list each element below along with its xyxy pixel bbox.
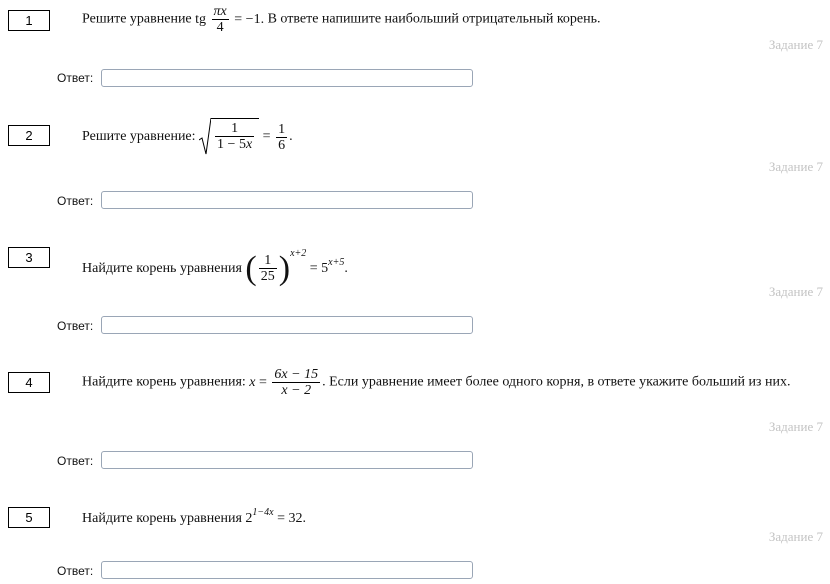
formula <box>245 507 306 526</box>
formula <box>249 367 322 398</box>
answer-label: Ответ: <box>57 564 94 578</box>
formula-fraction <box>272 367 320 398</box>
formula-rhs: = 32. <box>273 511 306 526</box>
answer-input[interactable] <box>101 191 473 209</box>
answer-input[interactable] <box>101 561 473 579</box>
fraction-numerator: 1 <box>231 121 239 136</box>
formula-eq: = <box>255 374 271 390</box>
task-label: Задание 7 <box>768 159 823 174</box>
statement-text: Найдите корень уравнения <box>82 511 246 526</box>
fraction-numerator: πx <box>213 4 227 19</box>
formula: $\frac{1}{1 - 5x}$ = $\frac{1}{6}$ . <box>199 129 293 144</box>
exponent: 1−4x <box>252 507 274 518</box>
answer-label: Ответ: <box>57 194 94 208</box>
task-statement <box>82 118 826 156</box>
statement-text: В ответе напишите наибольший отрицательный корень. <box>264 11 601 27</box>
answer-input[interactable] <box>101 316 473 334</box>
left-paren: ( <box>245 249 257 287</box>
root-fraction <box>215 121 254 152</box>
task-number-box: 2 <box>8 125 50 146</box>
formula-func: tg <box>195 11 207 27</box>
right-paren: ) <box>278 249 291 287</box>
task-statement <box>58 367 826 398</box>
answer-input[interactable] <box>101 451 473 469</box>
statement-text: Решите уравнение: <box>82 129 200 145</box>
task-statement <box>82 504 826 528</box>
task-number-box: 4 <box>8 372 50 393</box>
formula: ( $\frac{1}{25}$ )$^{x+2} = 5^{x+5}$. <box>245 248 348 287</box>
task-number-box: 1 <box>8 10 50 31</box>
fraction-denominator: x − 2 <box>272 382 320 398</box>
formula-fraction <box>212 4 229 35</box>
answer-input[interactable] <box>101 69 473 87</box>
task-number-box: 5 <box>8 507 50 528</box>
formula-base: 2 <box>245 511 253 526</box>
fraction-denominator: 25 <box>260 269 275 285</box>
task-label: Задание 7 <box>768 529 823 544</box>
formula-rhs: = −1. <box>230 11 265 27</box>
fraction-numerator: 1 <box>264 253 272 269</box>
answer-label: Ответ: <box>57 319 94 333</box>
rhs-fraction <box>276 122 287 153</box>
statement-text: . Если уравнение имеет более одного корня, в ответе укажите больший из них. <box>322 374 791 390</box>
formula-eq: = <box>259 129 275 145</box>
task-statement <box>82 245 826 286</box>
statement-text: Решите уравнение <box>82 11 196 27</box>
exponent: x+2 <box>290 248 307 259</box>
task-label: Задание 7 <box>768 419 823 434</box>
fraction-denominator: 4 <box>212 19 229 35</box>
task-label: Задание 7 <box>768 37 823 52</box>
answer-label: Ответ: <box>57 71 94 85</box>
formula-fraction <box>259 253 277 284</box>
task-number-box: 3 <box>8 247 50 268</box>
radical-sign-icon <box>199 118 211 156</box>
formula-var: x <box>249 374 256 390</box>
fraction-denominator: 6 <box>278 137 286 153</box>
formula-eq: = 5 <box>306 261 329 276</box>
square-root <box>199 118 259 156</box>
fraction-denominator: 1 − 5x <box>217 137 253 152</box>
task-statement <box>82 4 826 35</box>
statement-text: Найдите корень уравнения: <box>82 374 250 390</box>
exponent: x+5 <box>328 257 345 268</box>
fraction-numerator: 1 <box>278 121 286 137</box>
task-label: Задание 7 <box>768 284 823 299</box>
statement-text: Найдите корень уравнения <box>82 261 246 276</box>
fraction-numerator: 6x − 15 <box>274 367 319 382</box>
answer-label: Ответ: <box>57 454 94 468</box>
